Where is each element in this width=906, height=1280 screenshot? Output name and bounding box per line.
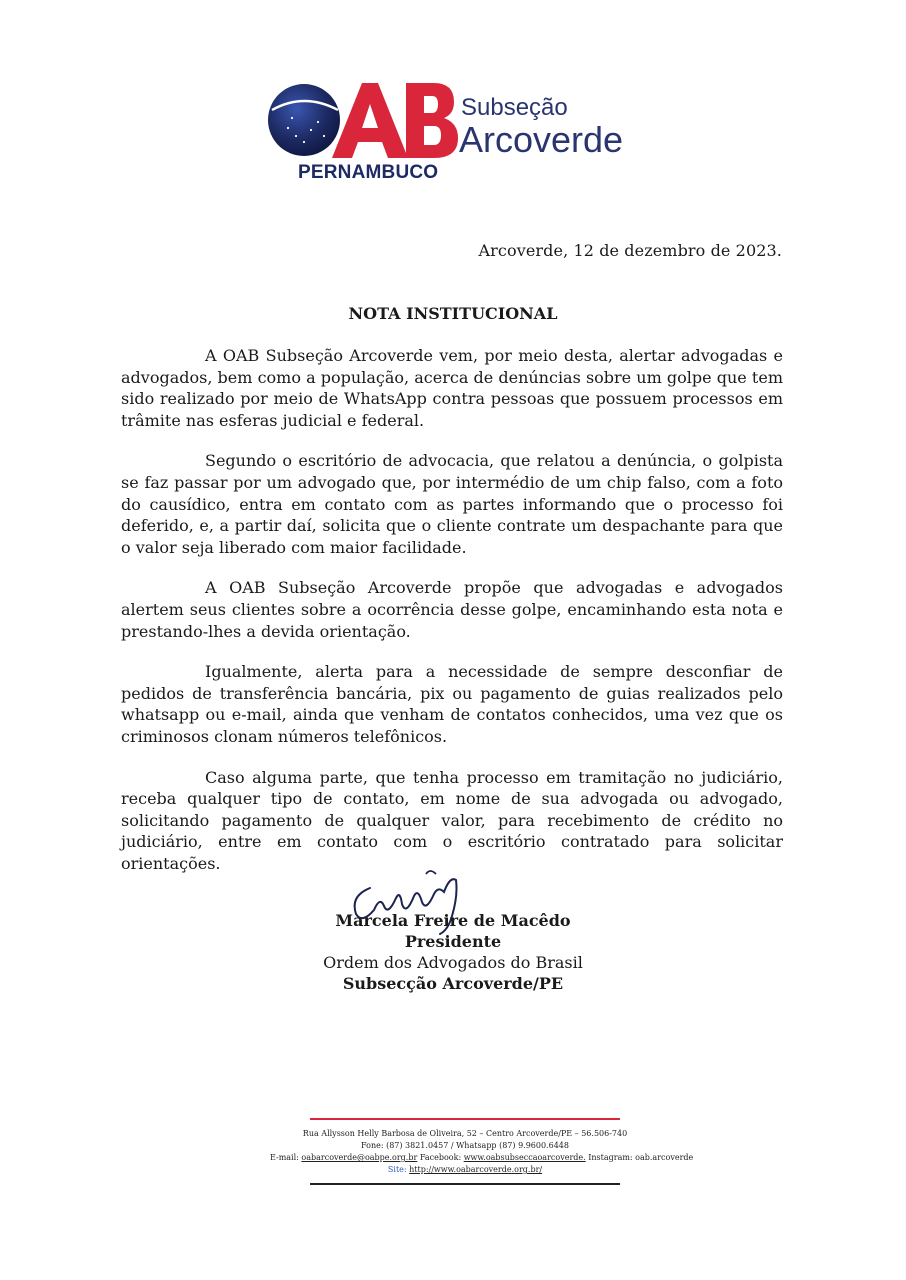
letter-body <box>121 345 783 893</box>
paragraph-4: Igualmente, alerta para a necessidade de sempre desconfiar de pedidos de transferência bancária, pix ou pagamento de guias realizados pelo whatsapp ou e-mail, ainda que venham de contatos conhecidos, uma vez que os criminosos clonam números telefônicos. <box>121 662 783 746</box>
footer-contacts <box>270 1152 694 1164</box>
signature-block <box>0 910 906 994</box>
letter-footer <box>270 1118 694 1185</box>
logo-state: PERNAMBUCO <box>298 162 439 183</box>
instagram-handle: oab.arcoverde <box>635 1153 694 1162</box>
email-link[interactable]: oabarcoverde@oabpe.org.br <box>301 1153 418 1162</box>
paragraph-5: Caso alguma parte, que tenha processo em tramitação no judiciário, receba qualquer tipo de contato, em nome de sua advogada ou advogado, solicitando pagamento de qualquer valor, para recebimento de crédito no judiciário, entre em contato com o escritório contratado para solicitar orientações. <box>121 767 783 873</box>
paragraph-1: A OAB Subseção Arcoverde vem, por meio desta, alertar advogadas e advogados, bem como a população, acerca de denúncias sobre um golpe que tem sido realizado por meio de WhatsApp contra pessoas que possuem processos em trâmite nas esferas judicial e federal. <box>121 346 783 430</box>
signer-unit: Subsecção Arcoverde/PE <box>342 974 564 993</box>
signer-name: Marcela Freire de Macêdo <box>335 911 571 930</box>
letter-title: NOTA INSTITUCIONAL <box>348 304 558 323</box>
footer-top-rule <box>310 1118 620 1120</box>
footer-address: Rua Allysson Helly Barbosa de Oliveira, 52 – Centro Arcoverde/PE – 56.506-740 <box>302 1129 628 1138</box>
oab-logo <box>266 78 666 188</box>
facebook-label: Facebook: <box>419 1153 462 1162</box>
email-label: E-mail: <box>270 1153 299 1162</box>
logo-subsection-city: Arcoverde <box>459 119 624 160</box>
oab-emblem-icon <box>266 78 461 168</box>
instagram-label: Instagram: <box>588 1153 633 1162</box>
site-link[interactable]: http://www.oabarcoverde.org.br/ <box>409 1165 543 1174</box>
letter-date: Arcoverde, 12 de dezembro de 2023. <box>478 241 782 260</box>
paragraph-3: A OAB Subseção Arcoverde propõe que advogadas e advogados alertem seus clientes sobre a ocorrência desse golpe, encaminhando esta nota e prestando-lhes a devida orientação. <box>121 578 783 641</box>
footer-site <box>270 1164 660 1176</box>
paragraph-2: Segundo o escritório de advocacia, que relatou a denúncia, o golpista se faz passar por um advogado que, por intermédio de um chip falso, com a foto do causídico, entra em contato com as partes informando que o processo foi deferido, e, a partir daí, solicita que o cliente contrate um despachante para que o valor seja liberado com maior facilidade. <box>121 451 783 557</box>
site-label: Site: <box>387 1165 407 1174</box>
facebook-link[interactable]: www.oabsubseccaoarcoverde. <box>463 1153 586 1162</box>
footer-phone: Fone: (87) 3821.0457 / Whatsapp (87) 9.9600.6448 <box>361 1141 569 1150</box>
logo-subsection-word: Subseção <box>461 94 568 121</box>
signer-org: Ordem dos Advogados do Brasil <box>323 953 583 972</box>
signer-role: Presidente <box>404 932 502 951</box>
footer-bottom-rule <box>310 1183 620 1185</box>
